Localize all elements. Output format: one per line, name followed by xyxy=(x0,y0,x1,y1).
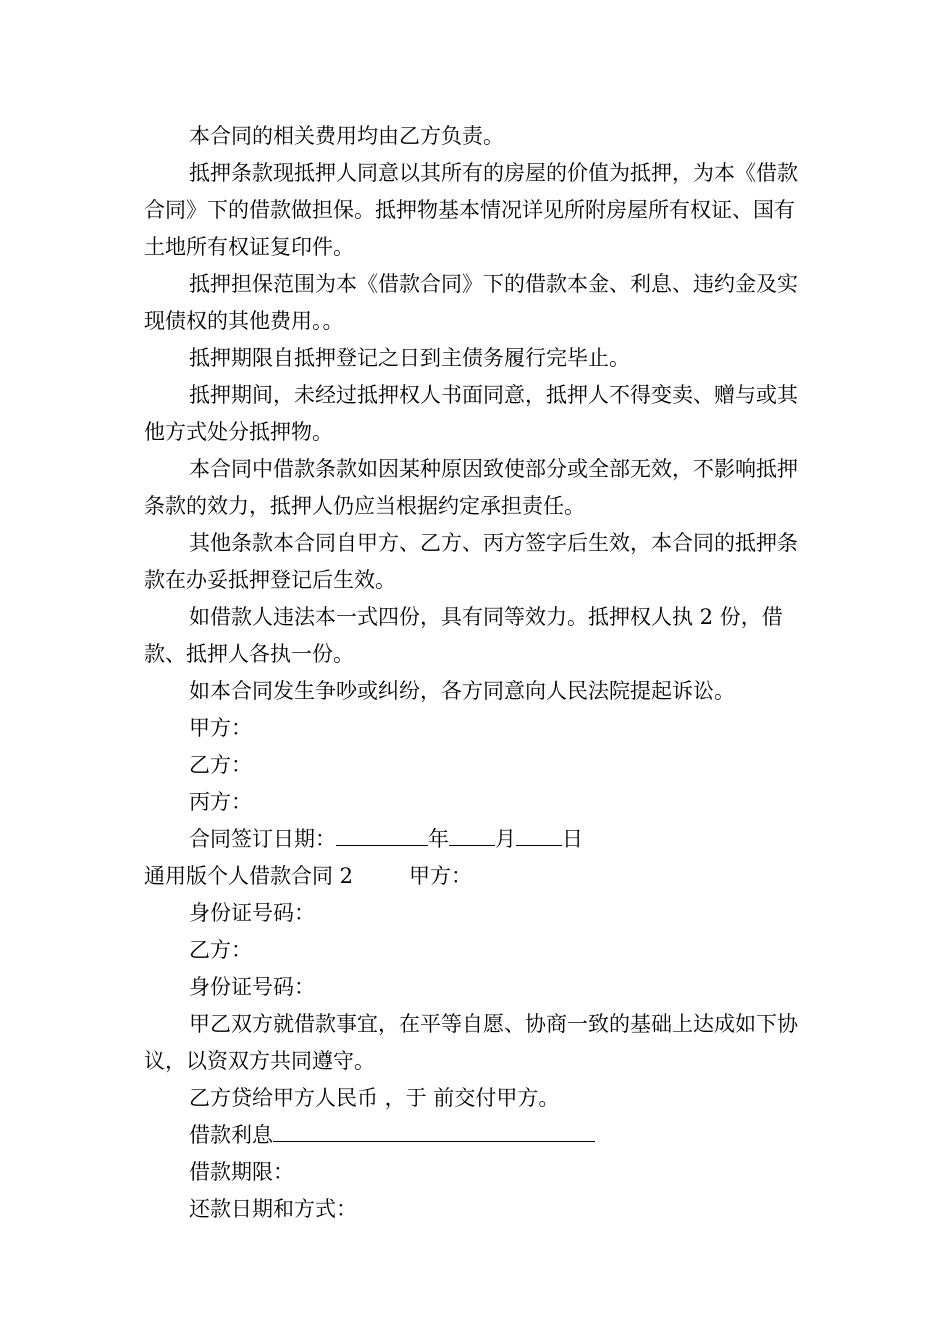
party-b: 乙方： xyxy=(189,938,252,962)
paragraph-loan-amount: 乙方贷给甲方人民币 ，于 前交付甲方。 xyxy=(189,1086,560,1110)
year-blank xyxy=(336,823,428,846)
year-label: 年 xyxy=(428,827,449,851)
interest-label: 借款利息 xyxy=(189,1123,273,1147)
sign-date-line xyxy=(144,821,810,858)
signature-party-b: 乙方： xyxy=(189,753,252,777)
party-a-id: 身份证号码： xyxy=(189,901,315,925)
paragraph-copies: 如借款人违法本一式四份，具有同等效力。抵押权人执 2 份，借款、抵押人各执一份。 xyxy=(144,605,783,666)
section-2-title: 通用版个人借款合同 2 xyxy=(144,864,354,888)
signature-party-a: 甲方： xyxy=(189,716,252,740)
paragraph-agreement: 甲乙双方就借款事宜，在平等自愿、协商一致的基础上达成如下协议，以资双方共同遵守。 xyxy=(144,1012,798,1073)
paragraph-mortgage-scope: 抵押担保范围为本《借款合同》下的借款本金、利息、违约金及实现债权的其他费用。。 xyxy=(144,272,798,333)
paragraph-effective: 其他条款本合同自甲方、乙方、丙方签字后生效，本合同的抵押条款在办妥抵押登记后生效。 xyxy=(144,531,798,592)
day-label: 日 xyxy=(562,827,583,851)
paragraph-validity: 本合同中借款条款如因某种原因致使部分或全部无效，不影响抵押条款的效力，抵押人仍应当根据约定承担责任。 xyxy=(144,457,798,518)
interest-line xyxy=(144,1117,810,1154)
section-2-heading xyxy=(144,858,810,895)
month-blank xyxy=(449,823,495,846)
section-2-party-a: 甲方： xyxy=(409,864,473,888)
repayment-method: 还款日期和方式： xyxy=(189,1197,357,1221)
paragraph-fees: 本合同的相关费用均由乙方负责。 xyxy=(189,124,504,148)
interest-blank xyxy=(273,1119,595,1142)
document-page xyxy=(144,118,810,1228)
paragraph-mortgage-period: 抵押期限自抵押登记之日到主债务履行完毕止。 xyxy=(189,346,630,370)
signature-party-c: 丙方： xyxy=(189,790,252,814)
loan-period: 借款期限： xyxy=(189,1160,294,1184)
day-blank xyxy=(516,823,562,846)
paragraph-mortgage-terms: 抵押条款现抵押人同意以其所有的房屋的价值为抵押，为本《借款合同》下的借款做担保。抵押物基本情况详见所附房屋所有权证、国有土地所有权证复印件。 xyxy=(144,161,798,259)
month-label: 月 xyxy=(495,827,516,851)
party-b-id: 身份证号码： xyxy=(189,975,315,999)
sign-date-label: 合同签订日期： xyxy=(189,827,336,851)
paragraph-mortgage-restriction: 抵押期间，未经过抵押权人书面同意，抵押人不得变卖、赠与或其他方式处分抵押物。 xyxy=(144,383,798,444)
paragraph-dispute: 如本合同发生争吵或纠纷，各方同意向人民法院提起诉讼。 xyxy=(189,679,735,703)
